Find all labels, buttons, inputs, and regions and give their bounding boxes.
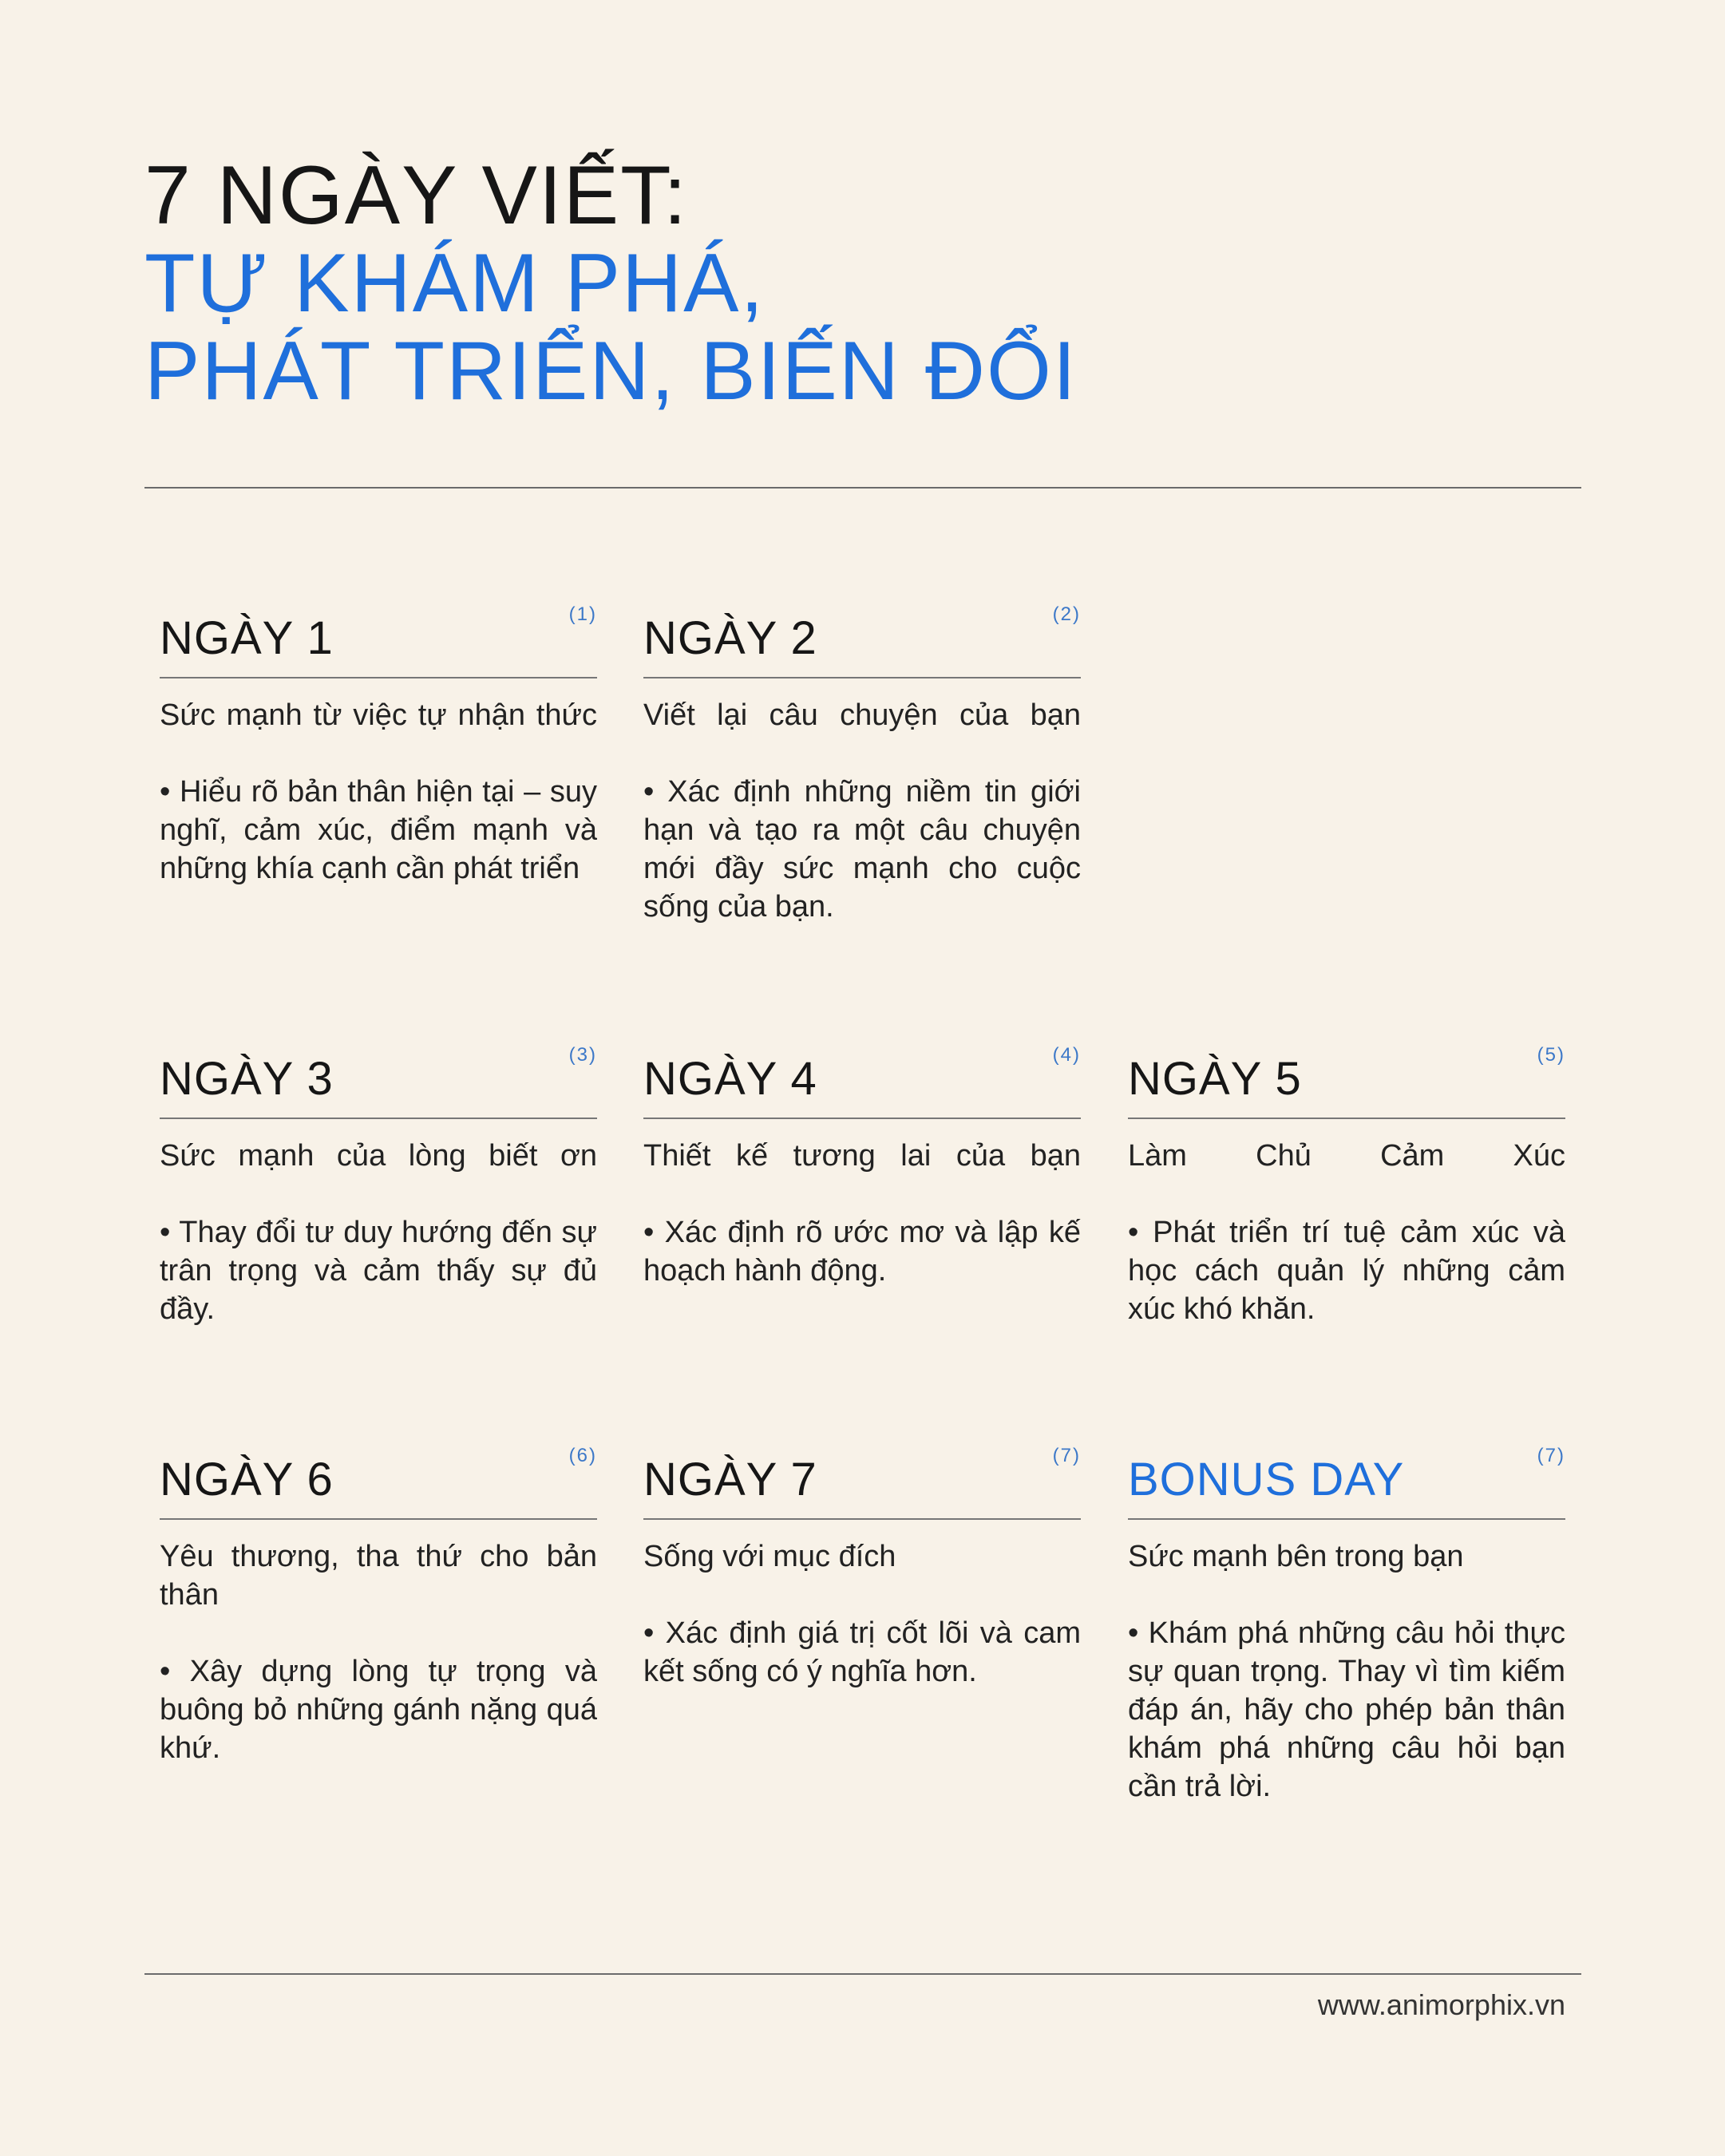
card-number: (1): [568, 603, 597, 625]
day-card-2: [643, 603, 1081, 926]
card-description: • Xây dựng lòng tự trọng và buông bỏ những gánh nặng quá khứ.: [160, 1655, 597, 1765]
card-header: [1128, 1445, 1565, 1520]
card-header: [160, 1445, 597, 1520]
card-number: (4): [1052, 1044, 1081, 1066]
day-card-4: [643, 1044, 1081, 1290]
day-card-6: [160, 1445, 597, 1767]
card-header: [1128, 1044, 1565, 1119]
card-number: (5): [1537, 1044, 1565, 1066]
card-description: • Thay đổi tư duy hướng đến sự trân trọng và cảm thấy sự đủ đầy.: [160, 1216, 597, 1326]
card-description: • Hiểu rõ bản thân hiện tại – suy nghĩ, cảm xúc, điểm mạnh và những khía cạnh cần phát triển: [160, 775, 597, 885]
card-subtitle: Sức mạnh bên trong bạn: [1128, 1540, 1464, 1573]
card-subtitle: Sống với mục đích: [643, 1540, 896, 1573]
card-day-title: NGÀY 4: [643, 1053, 817, 1105]
card-subtitle: Viết lại câu chuyện của bạn: [643, 698, 1081, 732]
day-card-7: [643, 1445, 1081, 1691]
page-title: [144, 149, 1078, 417]
card-header: [643, 1044, 1081, 1119]
card-subtitle: Thiết kế tương lai của bạn: [643, 1139, 1081, 1173]
card-number: (2): [1052, 603, 1081, 625]
card-subtitle: Làm Chủ Cảm Xúc: [1128, 1139, 1565, 1173]
card-day-title: NGÀY 5: [1128, 1053, 1302, 1105]
title-line-1: 7 NGÀY VIẾT:: [144, 149, 689, 242]
card-subtitle: Yêu thương, tha thứ cho bản thân: [160, 1540, 597, 1612]
card-day-title: NGÀY 7: [643, 1454, 817, 1505]
card-subtitle: Sức mạnh của lòng biết ơn: [160, 1139, 597, 1173]
card-number: (7): [1052, 1445, 1081, 1466]
card-header: [643, 1445, 1081, 1520]
card-header: [643, 603, 1081, 678]
card-day-title: NGÀY 2: [643, 612, 817, 664]
card-description: • Xác định giá trị cốt lõi và cam kết sống có ý nghĩa hơn.: [643, 1616, 1081, 1688]
website-url: www.animorphix.vn: [1317, 1988, 1565, 2021]
card-day-title: NGÀY 3: [160, 1053, 334, 1105]
card-day-title: NGÀY 6: [160, 1454, 334, 1505]
card-subtitle: Sức mạnh từ việc tự nhận thức: [160, 698, 597, 732]
card-number: (6): [568, 1445, 597, 1466]
card-number: (7): [1537, 1445, 1565, 1466]
card-header: [160, 1044, 597, 1119]
card-header: [160, 603, 597, 678]
title-line-2: TỰ KHÁM PHÁ,: [144, 237, 766, 330]
card-description: • Xác định những niềm tin giới hạn và tạo ra một câu chuyện mới đầy sức mạnh cho cuộc sống của bạn.: [643, 775, 1081, 924]
title-line-3: PHÁT TRIỂN, BIẾN ĐỔI: [144, 325, 1078, 417]
day-card-5: [1128, 1044, 1565, 1328]
card-number: (3): [568, 1044, 597, 1066]
day-card-3: [160, 1044, 597, 1328]
top-divider: [144, 487, 1581, 489]
card-description: • Phát triển trí tuệ cảm xúc và học cách quản lý những cảm xúc khó khăn.: [1128, 1216, 1565, 1326]
bottom-divider: [144, 1973, 1581, 1975]
card-description: • Khám phá những câu hỏi thực sự quan trọng. Thay vì tìm kiếm đáp án, hãy cho phép bản thân khám phá những câu hỏi bạn cần trả lời.: [1128, 1616, 1565, 1803]
card-day-title: BONUS DAY: [1128, 1454, 1405, 1505]
card-description: • Xác định rõ ước mơ và lập kế hoạch hành động.: [643, 1216, 1081, 1288]
day-card-1: [160, 603, 597, 888]
card-day-title: NGÀY 1: [160, 612, 334, 664]
bonus-day-card: [1128, 1445, 1565, 1806]
